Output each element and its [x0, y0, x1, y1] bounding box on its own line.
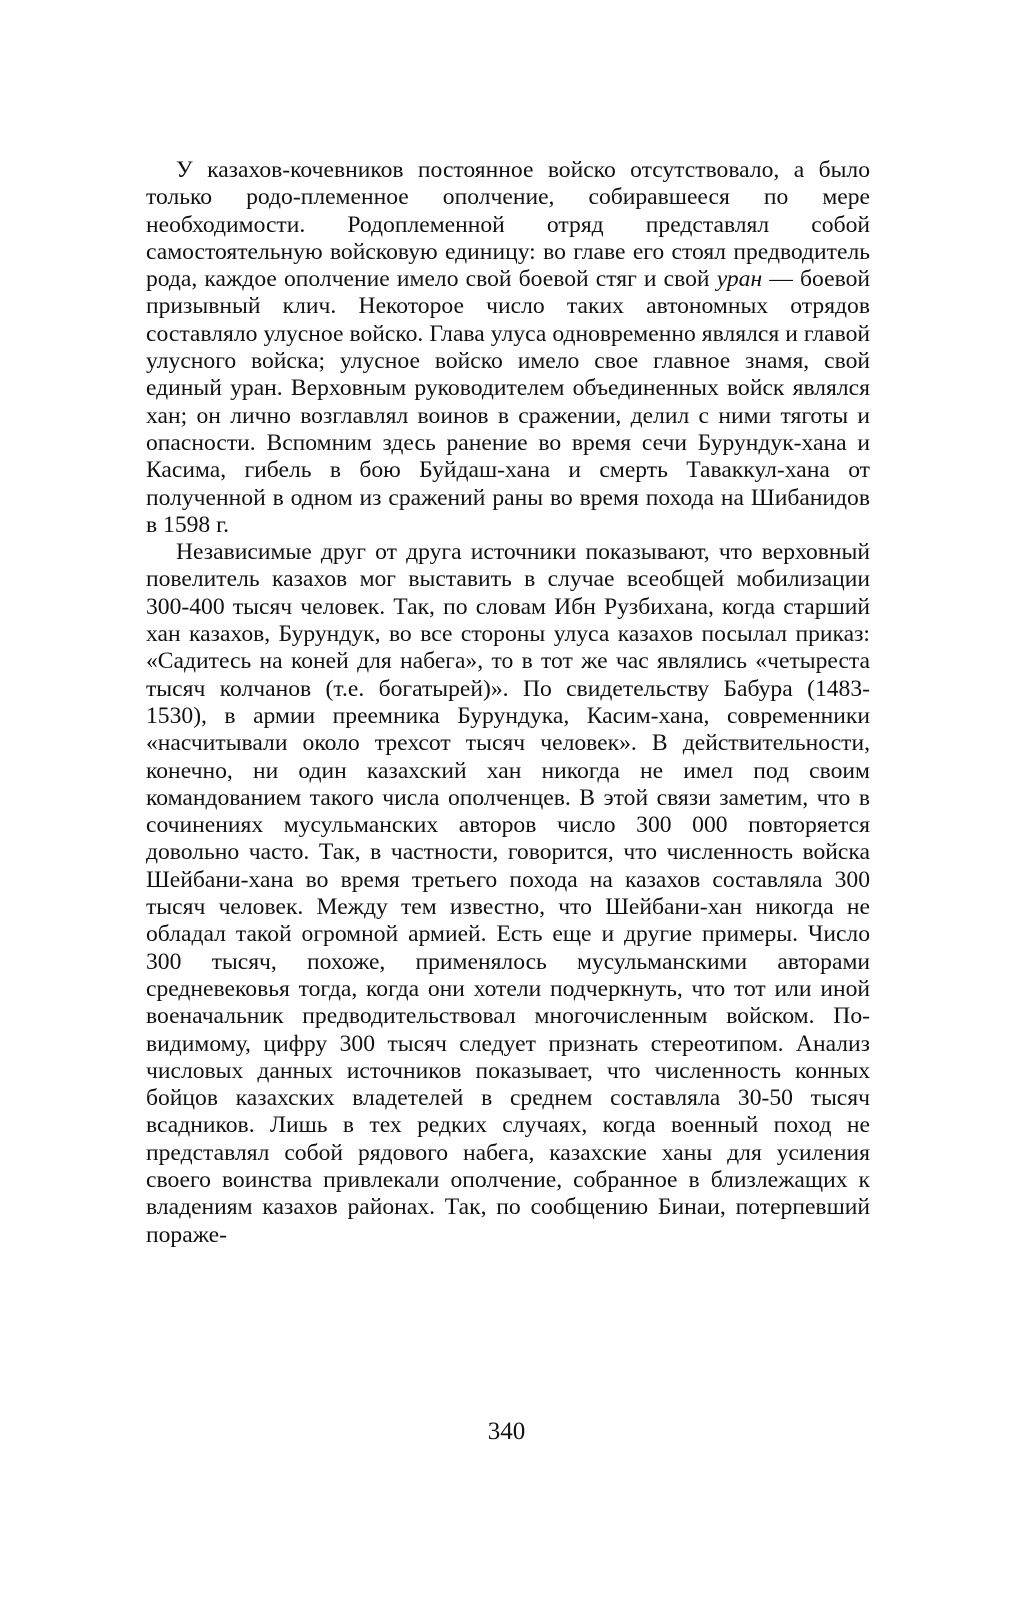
italic-term-uran: уран — [716, 266, 763, 293]
paragraph-2: Независимые друг от друга источники показывают, что верховный повелитель казахов мог выставить в случае всеобщей мобилизации 300-400 тысяч человек. Так, по словам Ибн Рузбихана, когда старший хан казахов, Бурундук, во все стороны улуса казахов посылал приказ: «Садитесь на коней для набега», то в тот же час являлись «четыреста тысяч колчанов (т.е. богатырей)». По свидетельству Бабура (1483-1530), в армии преемника Бурундука, Касим-хана, современники «насчитывали около трехсот тысяч человек». В действительности, конечно, ни один казахский хан никогда не имел под своим командованием такого числа ополченцев. В этой связи заметим, что в сочинениях мусульманских авторов число 300 000 повторяется довольно часто. Так, в частности, говорится, что численность войска Шейбани-хана во время третьего похода на казахов составляла 300 тысяч человек. Между тем известно, что Шейбани-хан никогда не обладал такой огромной армией. Есть еще и другие примеры. Число 300 тысяч, похоже, применялось мусульманскими авторами средневековья тогда, когда они хотели подчеркнуть, что тот или иной военачальник предводительствовал многочисленным войском. По-видимому, цифру 300 тысяч следует признать стереотипом. Анализ числовых данных источников показывает, что численность конных бойцов казахских владетелей в среднем составляла 30-50 тысяч всадников. Лишь в тех редких случаях, когда военный поход не представлял собой рядового набега, казахские ханы для усиления своего воинства привлекали ополчение, собранное в близлежащих к владениям казахов районах. Так, по сообщению Бинаи, потерпевший пораже- — [146, 539, 870, 1248]
page-body — [146, 157, 870, 1249]
paragraph-1-text-start: У казахов-кочевников постоянное войско отсутствовало, а было только родо-племенное ополчение, собиравшееся по мере необходимости. Родоплеменной отряд представлял собой самостоятельную войсковую единицу: во главе его стоял предводитель рода, каждое ополчение имело свой боевой стяг и свой — [146, 157, 870, 293]
paragraph-1 — [146, 157, 870, 539]
page-number: 340 — [487, 1418, 526, 1445]
paragraph-1-text-end: — боевой призывный клич. Некоторое число таких автономных отрядов составляло улусное войско. Глава улуса одновременно являлся и главой улусного войска; улусное войско имело свое главное знамя, свой единый уран. Верховным руководителем объединенных войск являлся хан; он лично возглавлял воинов в сражении, делил с ними тяготы и опасности. Вспомним здесь ранение во время сечи Бурундук-хана и Касима, гибель в бою Буйдаш-хана и смерть Таваккул-хана от полученной в одном из сражений раны во время похода на Шибанидов в 1598 г. — [146, 266, 870, 538]
